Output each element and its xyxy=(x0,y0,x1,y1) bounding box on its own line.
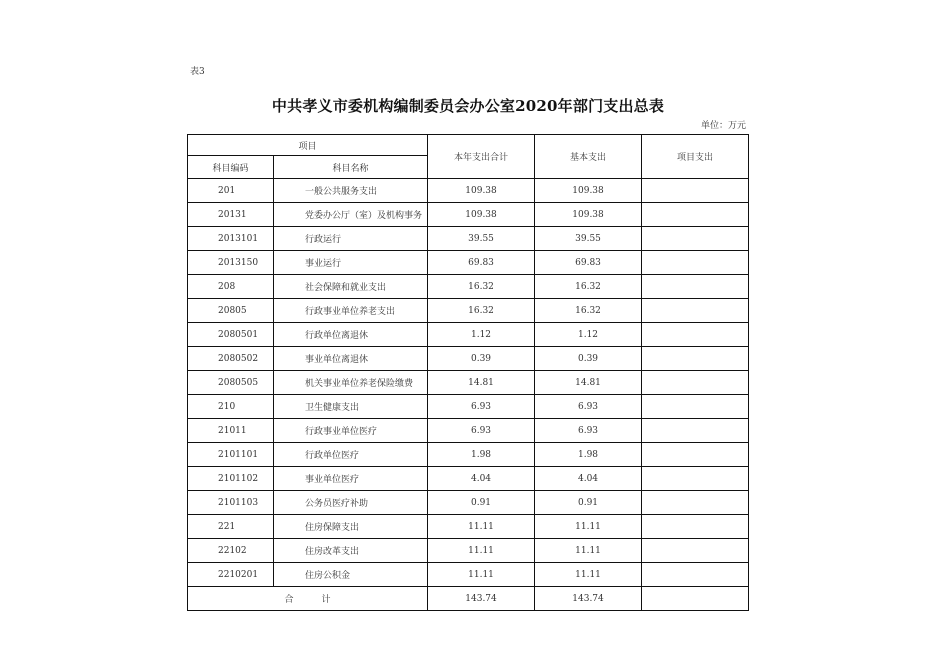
row-total: 6.93 xyxy=(428,419,535,443)
row-name: 住房保障支出 xyxy=(274,515,428,539)
row-total: 69.83 xyxy=(428,251,535,275)
row-code: 210 xyxy=(188,395,274,419)
row-basic: 109.38 xyxy=(535,179,642,203)
total-label xyxy=(188,587,428,611)
expenditure-table xyxy=(187,134,749,611)
row-name: 住房公积金 xyxy=(274,563,428,587)
table-row xyxy=(188,323,749,347)
table-number-label: 表3 xyxy=(190,67,205,77)
row-total: 109.38 xyxy=(428,179,535,203)
row-project xyxy=(642,299,749,323)
row-code: 2210201 xyxy=(188,563,274,587)
row-basic: 4.04 xyxy=(535,467,642,491)
table-row xyxy=(188,227,749,251)
row-code: 2013150 xyxy=(188,251,274,275)
row-total: 39.55 xyxy=(428,227,535,251)
row-project xyxy=(642,179,749,203)
total-label-part2: 计 xyxy=(321,595,331,605)
table-row xyxy=(188,299,749,323)
table-row xyxy=(188,179,749,203)
row-name: 事业运行 xyxy=(274,251,428,275)
row-name: 社会保障和就业支出 xyxy=(274,275,428,299)
unit-label: 单位：万元 xyxy=(700,121,746,131)
row-basic: 16.32 xyxy=(535,299,642,323)
table-row xyxy=(188,395,749,419)
row-total: 1.98 xyxy=(428,443,535,467)
row-name: 党委办公厅（室）及机构事务 xyxy=(274,203,428,227)
row-code: 2080505 xyxy=(188,371,274,395)
row-name: 机关事业单位养老保险缴费 xyxy=(274,371,428,395)
row-basic: 16.32 xyxy=(535,275,642,299)
total-label-part1: 合 xyxy=(284,595,294,605)
row-project xyxy=(642,371,749,395)
row-project xyxy=(642,251,749,275)
table-row xyxy=(188,203,749,227)
header-code: 科目编码 xyxy=(188,156,274,179)
row-code: 21011 xyxy=(188,419,274,443)
row-project xyxy=(642,347,749,371)
table-row xyxy=(188,347,749,371)
header-row-group xyxy=(188,135,749,156)
row-total: 11.11 xyxy=(428,539,535,563)
row-project xyxy=(642,323,749,347)
row-basic: 6.93 xyxy=(535,419,642,443)
row-code: 20131 xyxy=(188,203,274,227)
row-basic: 1.12 xyxy=(535,323,642,347)
row-code: 2101101 xyxy=(188,443,274,467)
row-total: 14.81 xyxy=(428,371,535,395)
row-name: 住房改革支出 xyxy=(274,539,428,563)
row-code: 20805 xyxy=(188,299,274,323)
total-row xyxy=(188,587,749,611)
row-name: 行政事业单位医疗 xyxy=(274,419,428,443)
total-basic: 143.74 xyxy=(535,587,642,611)
row-total: 6.93 xyxy=(428,395,535,419)
row-project xyxy=(642,419,749,443)
header-basic: 基本支出 xyxy=(535,135,642,179)
row-name: 行政单位医疗 xyxy=(274,443,428,467)
row-project xyxy=(642,539,749,563)
row-code: 208 xyxy=(188,275,274,299)
row-basic: 6.93 xyxy=(535,395,642,419)
total-project xyxy=(642,587,749,611)
row-total: 0.91 xyxy=(428,491,535,515)
table-row xyxy=(188,251,749,275)
row-basic: 1.98 xyxy=(535,443,642,467)
row-project xyxy=(642,467,749,491)
row-project xyxy=(642,227,749,251)
header-project-group: 项目 xyxy=(188,135,428,156)
row-basic: 39.55 xyxy=(535,227,642,251)
row-total: 11.11 xyxy=(428,515,535,539)
row-name: 卫生健康支出 xyxy=(274,395,428,419)
row-project xyxy=(642,515,749,539)
row-project xyxy=(642,395,749,419)
table-row xyxy=(188,515,749,539)
row-total: 109.38 xyxy=(428,203,535,227)
row-name: 一般公共服务支出 xyxy=(274,179,428,203)
header-total: 本年支出合计 xyxy=(428,135,535,179)
table-row xyxy=(188,467,749,491)
row-code: 201 xyxy=(188,179,274,203)
row-code: 22102 xyxy=(188,539,274,563)
row-basic: 109.38 xyxy=(535,203,642,227)
total-sum: 143.74 xyxy=(428,587,535,611)
table-row xyxy=(188,419,749,443)
header-name: 科目名称 xyxy=(274,156,428,179)
row-basic: 0.39 xyxy=(535,347,642,371)
row-code: 2101102 xyxy=(188,467,274,491)
document-title: 中共孝义市委机构编制委员会办公室2020年部门支出总表 xyxy=(271,97,665,115)
row-code: 2013101 xyxy=(188,227,274,251)
row-basic: 11.11 xyxy=(535,515,642,539)
table-row xyxy=(188,275,749,299)
row-basic: 11.11 xyxy=(535,539,642,563)
row-project xyxy=(642,443,749,467)
row-total: 4.04 xyxy=(428,467,535,491)
row-project xyxy=(642,491,749,515)
row-total: 16.32 xyxy=(428,299,535,323)
table-row xyxy=(188,491,749,515)
row-project xyxy=(642,275,749,299)
row-name: 公务员医疗补助 xyxy=(274,491,428,515)
row-total: 16.32 xyxy=(428,275,535,299)
row-code: 221 xyxy=(188,515,274,539)
row-name: 行政单位离退休 xyxy=(274,323,428,347)
row-basic: 14.81 xyxy=(535,371,642,395)
row-basic: 69.83 xyxy=(535,251,642,275)
header-project-expense: 项目支出 xyxy=(642,135,749,179)
table-row xyxy=(188,443,749,467)
row-name: 行政运行 xyxy=(274,227,428,251)
row-name: 行政事业单位养老支出 xyxy=(274,299,428,323)
table-row xyxy=(188,563,749,587)
row-total: 11.11 xyxy=(428,563,535,587)
row-project xyxy=(642,203,749,227)
row-basic: 11.11 xyxy=(535,563,642,587)
row-total: 1.12 xyxy=(428,323,535,347)
row-code: 2101103 xyxy=(188,491,274,515)
table-row xyxy=(188,539,749,563)
row-total: 0.39 xyxy=(428,347,535,371)
table-row xyxy=(188,371,749,395)
row-name: 事业单位医疗 xyxy=(274,467,428,491)
row-code: 2080502 xyxy=(188,347,274,371)
row-code: 2080501 xyxy=(188,323,274,347)
row-basic: 0.91 xyxy=(535,491,642,515)
row-name: 事业单位离退休 xyxy=(274,347,428,371)
row-project xyxy=(642,563,749,587)
